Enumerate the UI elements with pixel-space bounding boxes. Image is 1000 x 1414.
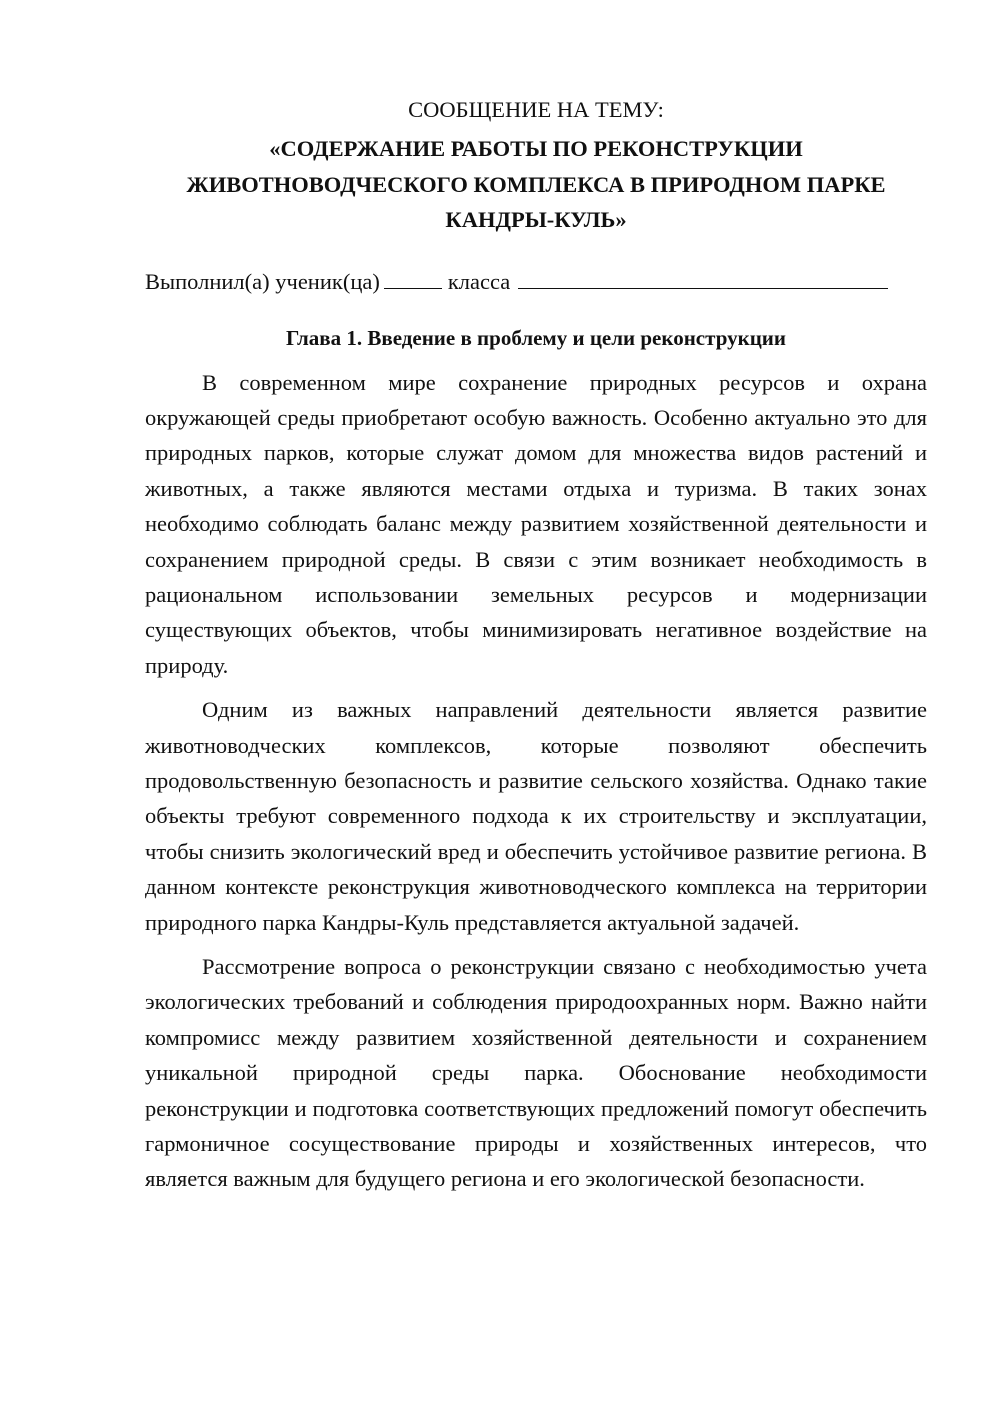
document-content xyxy=(145,92,927,1206)
paragraph-3: Рассмотрение вопроса о реконструкции связано с необходимостью учета экологических требований и соблюдения природоохранных норм. Важно найти компромисс между развитием хозяйственной деятельности и сохранением уникальной природной среды парка. Обоснование необходимости реконструкции и подготовка соответствующих предложений помогут обеспечить гармоничное сосуществование природы и хозяйственных интересов, что является важным для будущего региона и его экологической безопасности. xyxy=(145,954,927,1192)
class-blank-field[interactable] xyxy=(384,262,442,289)
author-label: Выполнил(а) ученик(ца) xyxy=(145,268,380,294)
author-line xyxy=(145,262,927,300)
document-title-line-3: КАНДРЫ-КУЛЬ» xyxy=(445,207,627,232)
paragraph-2: Одним из важных направлений деятельности является развитие животноводческих комплексов, которые позволяют обеспечить продовольственную безопасность и развитие сельского хозяйства. Однако такие объекты требуют современного подхода к их строительству и эксплуатации, чтобы снизить экологический вред и обеспечить устойчивое развитие региона. В данном контексте реконструкция животноводческого комплекса на территории природного парка Кандры-Куль представляется актуальной задачей. xyxy=(145,697,927,935)
chapter-heading: Глава 1. Введение в проблему и цели реконструкции xyxy=(286,325,786,350)
document-title-line-2: ЖИВОТНОВОДЧЕСКОГО КОМПЛЕКСА В ПРИРОДНОМ ПАРКЕ xyxy=(186,171,886,197)
class-label: класса xyxy=(447,268,511,294)
name-blank-field[interactable] xyxy=(518,262,888,289)
document-subtitle: СООБЩЕНИЕ НА ТЕМУ: xyxy=(408,97,664,122)
document-title-line-1: «СОДЕРЖАНИЕ РАБОТЫ ПО РЕКОНСТРУКЦИИ xyxy=(269,136,803,161)
document-title xyxy=(145,131,927,238)
paragraph-1: В современном мире сохранение природных ресурсов и охрана окружающей среды приобретают особую важность. Особенно актуально это для природных парков, которые служат домом для множества видов растений и животных, а также являются местами отдыха и туризма. В таких зонах необходимо соблюдать баланс между развитием хозяйственной деятельности и сохранением природной среды. В связи с этим возникает необходимость в рациональном использовании земельных ресурсов и модернизации существующих объектов, чтобы минимизировать негативное воздействие на природу. xyxy=(145,369,927,678)
